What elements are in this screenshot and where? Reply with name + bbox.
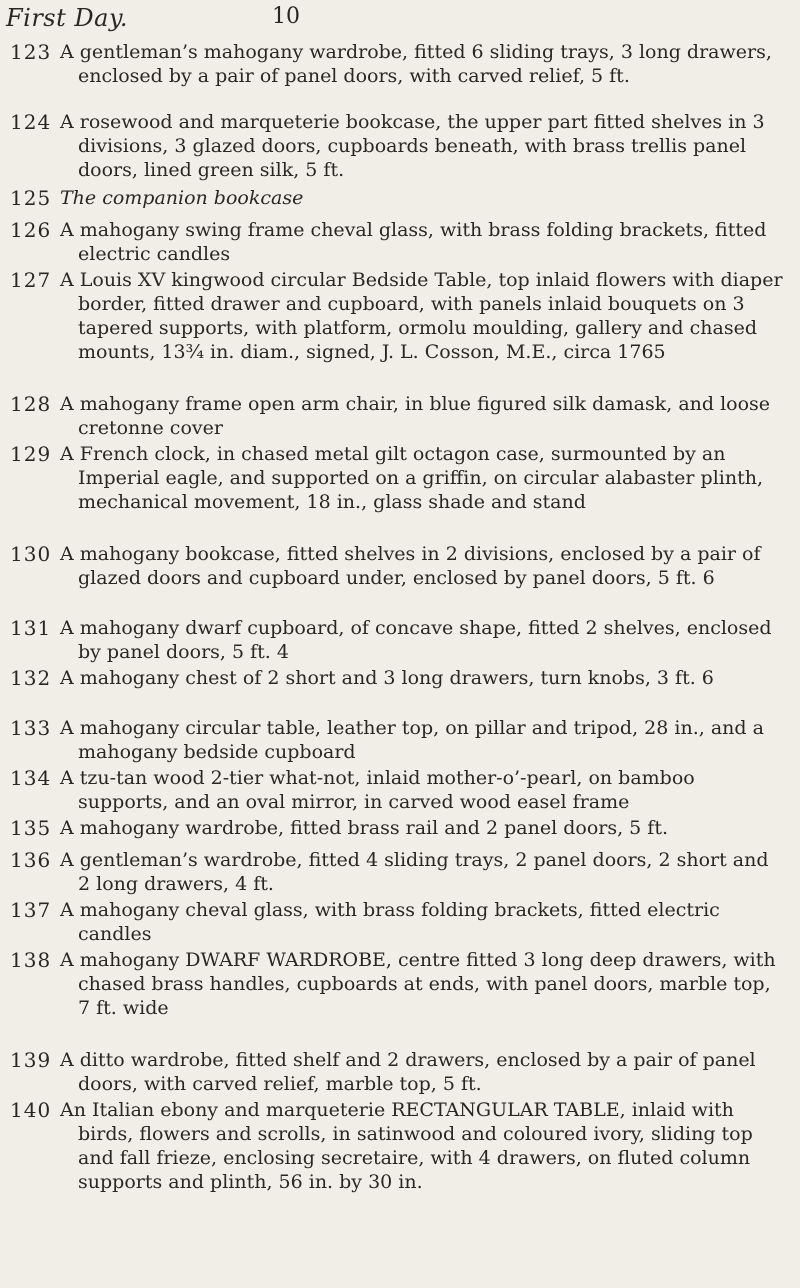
lot-number: 126 [10, 218, 52, 242]
lot-description: A gentleman’s wardrobe, fitted 4 sliding trays, 2 panel doors, 2 short and 2 long drawers, 4 ft. [60, 849, 769, 895]
page-header [0, 0, 800, 40]
lot-number: 131 [10, 616, 52, 640]
lot-description: A mahogany wardrobe, fitted brass rail and 2 panel doors, 5 ft. [60, 817, 668, 839]
lot-number: 129 [10, 442, 52, 466]
lot-description: A mahogany chest of 2 short and 3 long drawers, turn knobs, 3 ft. 6 [60, 667, 714, 689]
lot-number: 133 [10, 716, 52, 740]
lot-description: A ditto wardrobe, fitted shelf and 2 drawers, enclosed by a pair of panel doors, with carved relief, marble top, 5 ft. [60, 1049, 756, 1095]
lot-description: A tzu-tan wood 2-tier what-not, inlaid mother-o’-pearl, on bamboo supports, and an oval mirror, in carved wood easel frame [60, 767, 695, 813]
lot-number: 134 [10, 766, 52, 790]
lot-number: 123 [10, 40, 52, 64]
lot-description: A mahogany cheval glass, with brass folding brackets, fitted electric candles [60, 899, 720, 945]
lot-number: 124 [10, 110, 52, 134]
lot-description: A rosewood and marqueterie bookcase, the upper part fitted shelves in 3 divisions, 3 glazed doors, cupboards beneath, with brass trellis panel doors, lined green silk, 5 ft. [60, 111, 765, 181]
lot-description: A mahogany swing frame cheval glass, with brass folding brackets, fitted electric candles [60, 219, 767, 265]
lot-number: 137 [10, 898, 52, 922]
lot-description: A Louis XV kingwood circular Bedside Table, top inlaid flowers with diaper border, fitted drawer and cupboard, with panels inlaid bouquets on 3 tapered supports, with platform, ormolu moulding, gallery and chased mounts, 13¾ in. diam., signed, J. L. Cosson, M.E., circa 1765 [60, 269, 783, 363]
page-number: 10 [272, 4, 300, 29]
lot-description: A French clock, in chased metal gilt octagon case, surmounted by an Imperial eagle, and supported on a griffin, on circular alabaster plinth, mechanical movement, 18 in., glass shade and stand [60, 443, 764, 513]
lot-number: 139 [10, 1048, 52, 1072]
lot-description: A mahogany dwarf cupboard, of concave shape, fitted 2 shelves, enclosed by panel doors, 5 ft. 4 [60, 617, 772, 663]
lot-description: A gentleman’s mahogany wardrobe, fitted 6 sliding trays, 3 long drawers, enclosed by a pair of panel doors, with carved relief, 5 ft. [60, 41, 772, 87]
lot-number: 127 [10, 268, 52, 292]
lot-number: 125 [10, 186, 52, 210]
lot-description: An Italian ebony and marqueterie RECTANGULAR TABLE, inlaid with birds, flowers and scrolls, in satinwood and coloured ivory, sliding top and fall frieze, enclosing secretaire, with 4 drawers, on fluted column supports and plinth, 56 in. by 30 in. [60, 1099, 753, 1193]
lot-number: 130 [10, 542, 52, 566]
lot-description: The companion bookcase [60, 187, 304, 209]
lot-description: A mahogany frame open arm chair, in blue figured silk damask, and loose cretonne cover [60, 393, 771, 439]
lot-number: 128 [10, 392, 52, 416]
lot-number: 138 [10, 948, 52, 972]
lot-number: 132 [10, 666, 52, 690]
lot-number: 135 [10, 816, 52, 840]
lot-number: 140 [10, 1098, 52, 1122]
lot-description: A mahogany DWARF WARDROBE, centre fitted 3 long deep drawers, with chased brass handles, cupboards at ends, with panel doors, marble top, 7 ft. wide [60, 949, 776, 1019]
lot-description: A mahogany circular table, leather top, on pillar and tripod, 28 in., and a mahogany bedside cupboard [60, 717, 764, 763]
lot-number: 136 [10, 848, 52, 872]
lot-description: A mahogany bookcase, fitted shelves in 2 divisions, enclosed by a pair of glazed doors and cupboard under, enclosed by panel doors, 5 ft. 6 [60, 543, 761, 589]
section-title: First Day. [6, 4, 128, 32]
